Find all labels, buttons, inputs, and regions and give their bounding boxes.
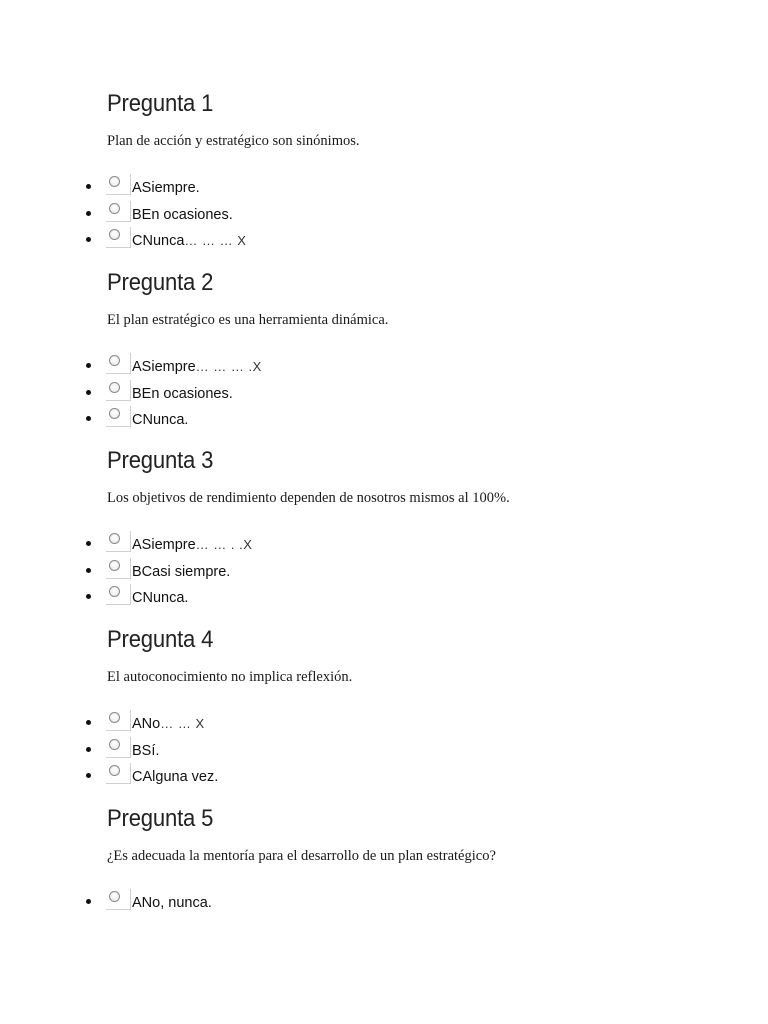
radio-circle-icon	[109, 765, 120, 776]
bullet-icon	[86, 747, 91, 752]
radio-button[interactable]	[106, 710, 131, 731]
radio-circle-icon	[109, 355, 120, 366]
question-title: Pregunta 4	[107, 626, 214, 653]
radio-circle-icon	[109, 229, 120, 240]
radio-button[interactable]	[106, 737, 131, 758]
radio-button[interactable]	[106, 227, 131, 248]
option-text	[132, 742, 159, 760]
option-letter: C	[132, 412, 143, 428]
option-letter: A	[132, 895, 142, 911]
option-letter: C	[132, 233, 143, 249]
option-text	[132, 206, 233, 224]
question-title: Pregunta 5	[107, 805, 214, 832]
option-text	[132, 563, 230, 581]
radio-button[interactable]	[106, 558, 131, 579]
question-title: Pregunta 2	[107, 269, 214, 296]
question-text: Los objetivos de rendimiento dependen de nosotros mismos al 100%.	[107, 490, 510, 506]
option-b[interactable]	[0, 737, 768, 764]
options-list	[0, 174, 768, 254]
bullet-icon	[86, 568, 91, 573]
option-a[interactable]	[0, 710, 768, 737]
option-letter: A	[132, 716, 142, 732]
bullet-icon	[86, 416, 91, 421]
option-label: En ocasiones.	[141, 385, 233, 402]
option-label: Siempre.	[141, 180, 200, 196]
radio-button[interactable]	[106, 584, 131, 605]
option-label: Sí.	[141, 742, 160, 759]
options-list	[0, 353, 768, 433]
option-text	[132, 179, 200, 197]
option-c[interactable]	[0, 763, 768, 790]
option-text	[132, 589, 188, 607]
option-label: Casi siempre.	[141, 563, 231, 580]
option-a[interactable]	[0, 531, 768, 558]
radio-circle-icon	[109, 533, 120, 544]
radio-circle-icon	[109, 586, 120, 597]
radio-button[interactable]	[106, 380, 131, 401]
option-letter: B	[132, 385, 142, 402]
option-letter: A	[132, 180, 142, 196]
option-label: Siempre	[141, 359, 196, 375]
option-c[interactable]	[0, 584, 768, 611]
question-text: El autoconocimiento no implica reflexión.	[107, 669, 353, 685]
answer-mark: … … X	[160, 716, 205, 731]
option-letter: A	[132, 537, 142, 553]
radio-circle-icon	[109, 891, 120, 902]
option-letter: C	[132, 590, 143, 606]
bullet-icon	[86, 363, 91, 368]
bullet-icon	[86, 720, 91, 725]
option-text	[132, 894, 212, 912]
bullet-icon	[86, 899, 91, 904]
radio-button[interactable]	[106, 353, 131, 374]
radio-circle-icon	[109, 203, 120, 214]
radio-button[interactable]	[106, 763, 131, 784]
answer-mark: … … … X	[184, 233, 247, 248]
answer-mark: … … . .X	[195, 537, 253, 552]
option-label: Nunca.	[142, 412, 189, 428]
bullet-icon	[86, 184, 91, 189]
radio-circle-icon	[109, 382, 120, 393]
bullet-icon	[86, 237, 91, 242]
radio-circle-icon	[109, 712, 120, 723]
option-label: En ocasiones.	[141, 206, 233, 223]
option-text	[132, 536, 252, 554]
option-label: No, nunca.	[141, 895, 212, 911]
option-text	[132, 358, 262, 376]
radio-circle-icon	[109, 408, 120, 419]
option-letter: A	[132, 359, 142, 375]
option-text	[132, 715, 205, 733]
option-a[interactable]	[0, 353, 768, 380]
bullet-icon	[86, 211, 91, 216]
options-list	[0, 710, 768, 790]
question-title: Pregunta 3	[107, 447, 214, 474]
option-text	[132, 411, 188, 429]
option-letter: C	[132, 769, 143, 785]
radio-button[interactable]	[106, 406, 131, 427]
radio-circle-icon	[109, 176, 120, 187]
bullet-icon	[86, 390, 91, 395]
radio-button[interactable]	[106, 201, 131, 222]
option-label: No	[141, 716, 161, 732]
question-text: El plan estratégico es una herramienta dinámica.	[107, 312, 389, 328]
option-label: Nunca	[142, 233, 185, 249]
radio-circle-icon	[109, 739, 120, 750]
option-label: Nunca.	[142, 590, 189, 606]
question-text: ¿Es adecuada la mentoría para el desarrollo de un plan estratégico?	[107, 848, 496, 864]
radio-circle-icon	[109, 560, 120, 571]
bullet-icon	[86, 594, 91, 599]
option-letter: B	[132, 742, 142, 759]
option-b[interactable]	[0, 201, 768, 228]
answer-mark: … … … .X	[195, 359, 262, 374]
question-text: Plan de acción y estratégico son sinónimos.	[107, 133, 360, 149]
radio-button[interactable]	[106, 531, 131, 552]
option-text	[132, 768, 218, 786]
options-list	[0, 889, 768, 916]
option-letter: B	[132, 563, 142, 580]
option-text	[132, 385, 233, 403]
option-label: Siempre	[141, 537, 196, 553]
option-b[interactable]	[0, 380, 768, 407]
option-a[interactable]	[0, 889, 768, 916]
option-text	[132, 232, 246, 250]
radio-button[interactable]	[106, 174, 131, 195]
option-c[interactable]	[0, 227, 768, 254]
option-letter: B	[132, 206, 142, 223]
options-list	[0, 531, 768, 611]
option-a[interactable]	[0, 174, 768, 201]
radio-button[interactable]	[106, 889, 131, 910]
question-title: Pregunta 1	[107, 90, 214, 117]
option-c[interactable]	[0, 406, 768, 433]
option-b[interactable]	[0, 558, 768, 585]
bullet-icon	[86, 773, 91, 778]
option-label: Alguna vez.	[142, 769, 219, 785]
bullet-icon	[86, 541, 91, 546]
